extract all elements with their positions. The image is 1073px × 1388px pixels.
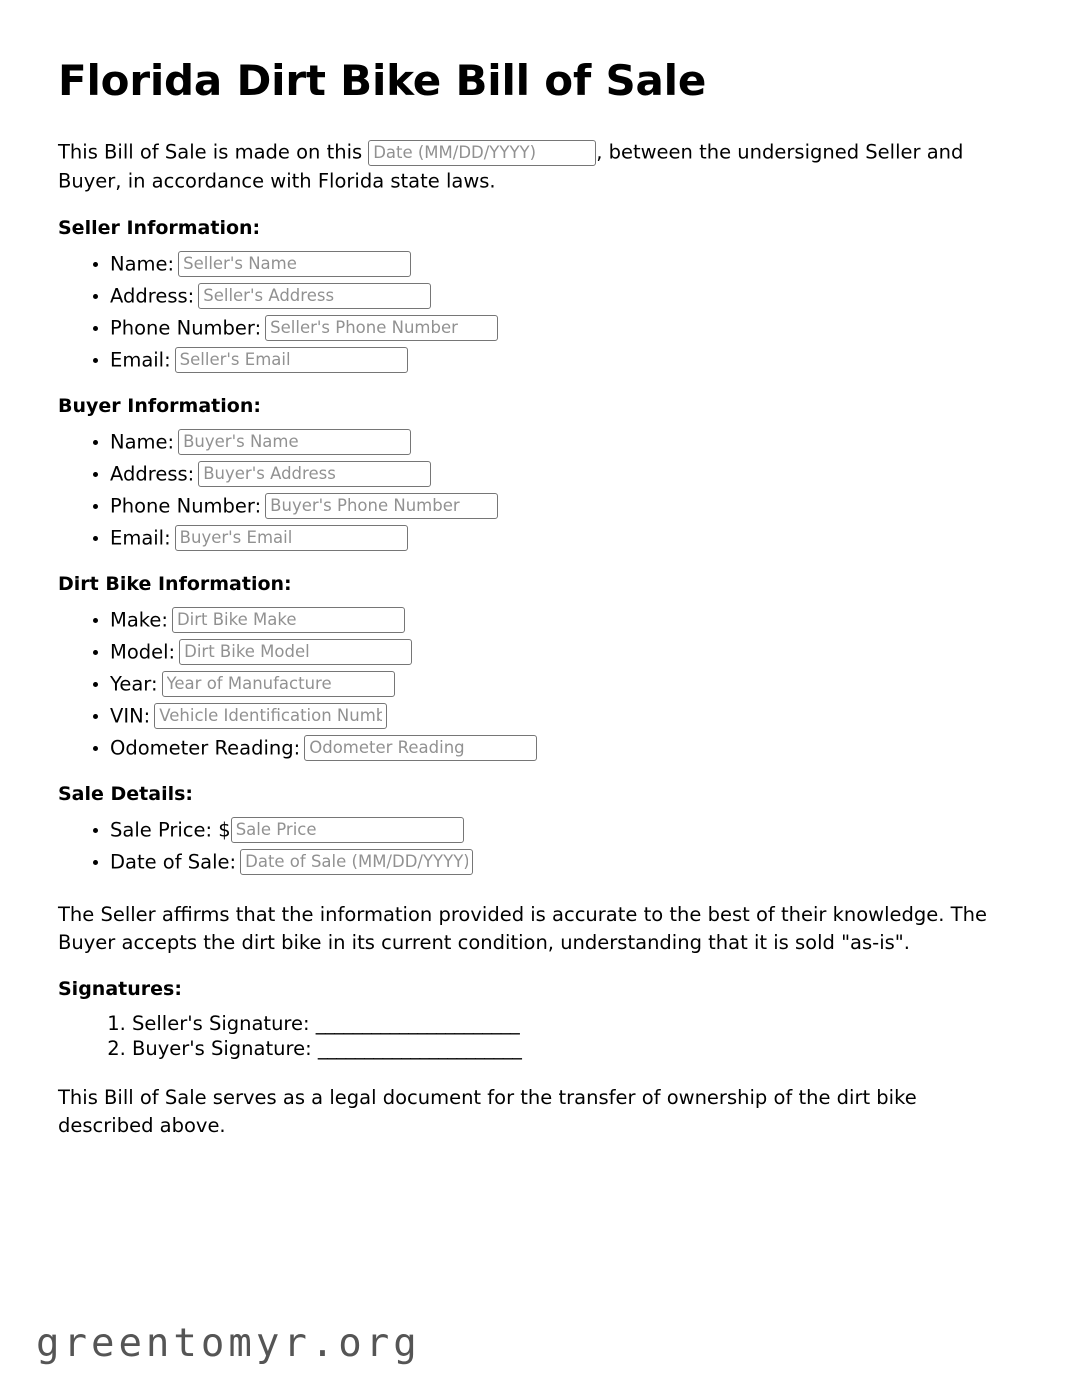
list-item	[110, 315, 1013, 341]
list-item	[110, 703, 1013, 729]
intro-text-after-date: , between the undersigned Seller and Buyer, in accordance with Florida state laws.	[58, 140, 964, 193]
sale-price-input[interactable]	[231, 817, 464, 843]
sale-date-label: Date of Sale:	[110, 850, 237, 874]
sale-date-input[interactable]	[240, 849, 473, 875]
sale-details-field-list	[58, 817, 1013, 875]
buyer-signature-label: Buyer's Signature:	[132, 1037, 312, 1061]
list-item	[110, 849, 1013, 875]
buyer-signature-line[interactable]: ______________________	[317, 1037, 522, 1061]
seller-phone-label: Phone Number:	[110, 316, 262, 340]
seller-field-list	[58, 251, 1013, 373]
agreement-date-input[interactable]	[368, 140, 596, 166]
list-item	[110, 817, 1013, 843]
buyer-phone-input[interactable]	[265, 493, 498, 519]
list-item	[110, 251, 1013, 277]
page-title: Florida Dirt Bike Bill of Sale	[58, 56, 707, 105]
list-item	[132, 1012, 1013, 1037]
buyer-phone-label: Phone Number:	[110, 494, 262, 518]
site-watermark: greentomyr.org	[36, 1321, 421, 1366]
seller-name-label: Name:	[110, 252, 175, 276]
seller-address-input[interactable]	[198, 283, 431, 309]
intro-paragraph	[58, 138, 1013, 195]
bike-vin-input[interactable]	[154, 703, 387, 729]
bike-year-input[interactable]	[162, 671, 395, 697]
list-item	[132, 1037, 1013, 1062]
list-item	[110, 639, 1013, 665]
dirt-bike-field-list	[58, 607, 1013, 761]
list-item	[110, 671, 1013, 697]
bike-model-label: Model:	[110, 640, 176, 664]
buyer-field-list	[58, 429, 1013, 551]
list-item	[110, 461, 1013, 487]
seller-signature-line[interactable]: ______________________	[315, 1012, 520, 1036]
buyer-email-input[interactable]	[175, 525, 408, 551]
sale-details-heading: Sale Details:	[58, 782, 194, 805]
sale-price-label: Sale Price: $	[110, 818, 231, 842]
signatures-heading: Signatures:	[58, 978, 182, 1001]
seller-address-label: Address:	[110, 284, 195, 308]
bike-year-label: Year:	[110, 672, 158, 696]
buyer-name-label: Name:	[110, 430, 175, 454]
bike-odometer-input[interactable]	[304, 735, 537, 761]
buyer-email-label: Email:	[110, 526, 171, 550]
list-item	[110, 607, 1013, 633]
seller-signature-label: Seller's Signature:	[132, 1012, 310, 1036]
seller-email-input[interactable]	[175, 347, 408, 373]
closing-paragraph: This Bill of Sale serves as a legal document for the transfer of ownership of the dirt bike described above.	[58, 1086, 917, 1137]
seller-phone-input[interactable]	[265, 315, 498, 341]
list-item	[110, 525, 1013, 551]
bike-vin-label: VIN:	[110, 704, 151, 728]
seller-email-label: Email:	[110, 348, 171, 372]
seller-name-input[interactable]	[178, 251, 411, 277]
buyer-name-input[interactable]	[178, 429, 411, 455]
signature-list	[58, 1012, 1013, 1062]
intro-text-before-date: This Bill of Sale is made on this	[58, 140, 363, 164]
buyer-information-heading: Buyer Information:	[58, 394, 261, 417]
list-item	[110, 493, 1013, 519]
seller-information-heading: Seller Information:	[58, 216, 261, 239]
affirmation-paragraph: The Seller affirms that the information provided is accurate to the best of their knowledge. The Buyer accepts the dirt bike in its current condition, understanding that it is sold "as-is".	[58, 902, 987, 954]
dirt-bike-information-heading: Dirt Bike Information:	[58, 572, 292, 595]
bike-odometer-label: Odometer Reading:	[110, 736, 301, 760]
bike-model-input[interactable]	[179, 639, 412, 665]
bike-make-label: Make:	[110, 608, 168, 632]
buyer-address-label: Address:	[110, 462, 195, 486]
bike-make-input[interactable]	[172, 607, 405, 633]
list-item	[110, 283, 1013, 309]
list-item	[110, 429, 1013, 455]
list-item	[110, 735, 1013, 761]
list-item	[110, 347, 1013, 373]
buyer-address-input[interactable]	[198, 461, 431, 487]
